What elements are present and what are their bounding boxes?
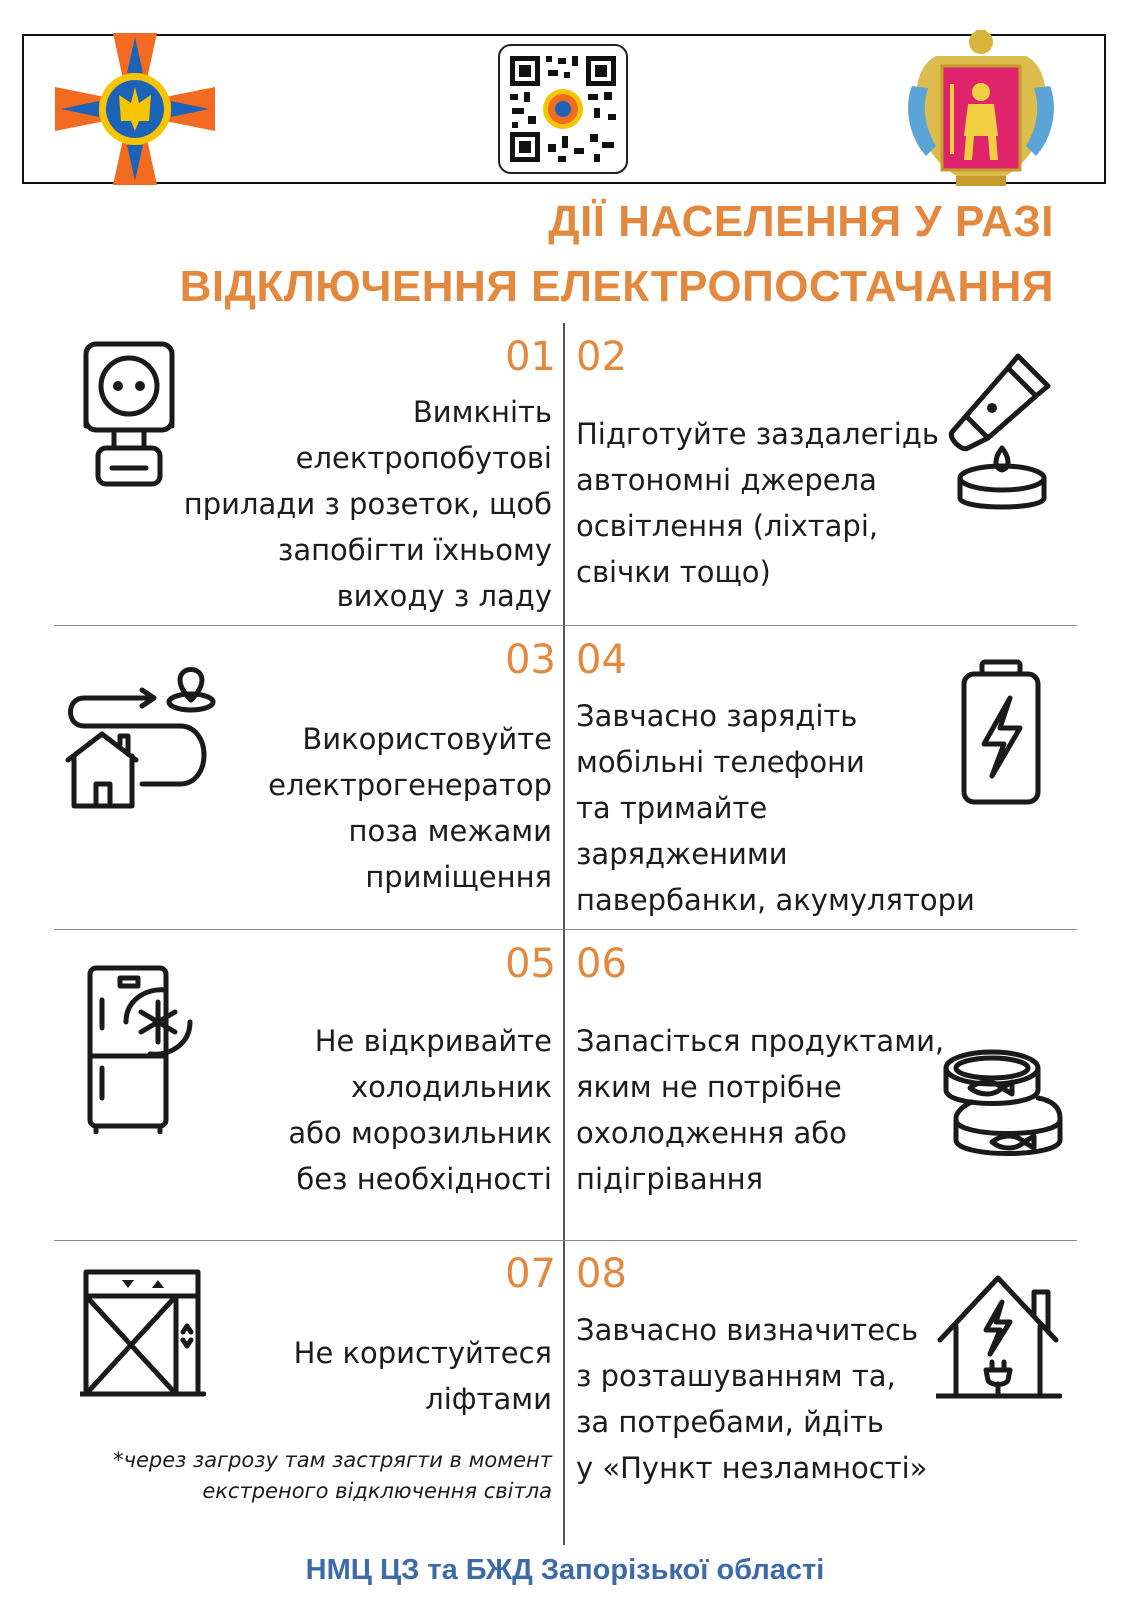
page-title-line-1: ДІЇ НАСЕЛЕННЯ У РАЗІ — [548, 197, 1054, 246]
qr-code-icon[interactable] — [498, 44, 628, 174]
canned-fish-icon — [940, 1046, 1070, 1166]
item-line: свічки тощо) — [576, 555, 771, 589]
item-text — [294, 1330, 552, 1422]
item-line: холодильник — [350, 1070, 552, 1104]
item-number: 04 — [576, 637, 627, 683]
row-divider — [54, 929, 1077, 930]
item-line: павербанки, акумулятори — [576, 883, 975, 917]
item-line: зарядженими — [576, 837, 788, 871]
item-text — [288, 1018, 552, 1202]
item-line: яким не потрібне — [576, 1070, 842, 1104]
item-number: 05 — [505, 941, 556, 987]
item-line: охолодження або — [576, 1116, 847, 1150]
item-number: 06 — [576, 941, 627, 987]
item-line: Завчасно зарядіть — [576, 699, 858, 733]
fridge-snowflake-icon — [86, 964, 208, 1134]
battery-charge-icon — [958, 658, 1044, 808]
item-line: або морозильник — [288, 1116, 552, 1150]
item-number: 02 — [576, 334, 627, 380]
item-line: освітлення (ліхтарі, — [576, 509, 879, 543]
item-text — [576, 1307, 927, 1491]
elevator-crossed-icon — [80, 1268, 206, 1398]
item-number: 07 — [505, 1251, 556, 1297]
item-text — [184, 389, 552, 619]
house-power-icon — [936, 1270, 1062, 1404]
footer-organization: НМЦ ЦЗ та БЖД Запорізької області — [305, 1554, 825, 1586]
row-divider — [54, 625, 1077, 626]
column-divider — [563, 323, 565, 1545]
socket-plug-icon — [80, 340, 180, 490]
item-line: з розташуванням та, — [576, 1359, 896, 1393]
item-line: Не користуйтеся — [293, 1336, 552, 1370]
item-number: 01 — [505, 334, 556, 380]
item-line: та тримайте — [576, 791, 768, 825]
flashlight-candle-icon — [948, 348, 1058, 518]
page-title-line-2: ВІДКЛЮЧЕННЯ ЕЛЕКТРОПОСТАЧАННЯ — [179, 262, 1054, 311]
item-line: поза межами — [348, 814, 552, 848]
item-line: автономні джерела — [576, 463, 877, 497]
item-line: ліфтами — [425, 1382, 552, 1416]
item-line: електрогенератор — [268, 768, 552, 802]
item-text — [576, 693, 975, 923]
item-line: Не відкривайте — [314, 1024, 552, 1058]
item-line: мобільні телефони — [576, 745, 865, 779]
item-line: Запасіться продуктами, — [576, 1024, 945, 1058]
footnote-line: *через загрозу там застрягти в момент — [113, 1448, 552, 1472]
item-line: приміщення — [365, 860, 552, 894]
item-line: Використовуйте — [302, 722, 552, 756]
dsns-emblem-icon — [52, 27, 218, 191]
item-line: прилади з розеток, щоб — [183, 487, 552, 521]
item-line: виходу з ладу — [336, 579, 552, 613]
item-line: запобігти їхньому — [277, 533, 552, 567]
item-number: 03 — [505, 637, 556, 683]
item-line: за потребами, йдіть — [576, 1405, 885, 1439]
item-line: Вимкніть — [412, 395, 552, 429]
item-text — [268, 716, 552, 900]
item-line: Завчасно визначитесь — [576, 1313, 919, 1347]
house-route-icon — [62, 660, 222, 810]
item-line: електропобутові — [295, 441, 552, 475]
footnote-line: екстреного відключення світла — [202, 1479, 552, 1503]
item-line: підігрівання — [576, 1162, 764, 1196]
item-line: без необхідності — [296, 1162, 552, 1196]
item-footnote — [113, 1445, 552, 1507]
row-divider — [54, 1240, 1077, 1241]
item-number: 08 — [576, 1251, 627, 1297]
zaporizhzhia-coat-of-arms-icon — [906, 26, 1056, 194]
item-text — [576, 411, 939, 595]
item-line: Підготуйте заздалегідь — [576, 417, 939, 451]
item-line: у «Пункт незламності» — [576, 1451, 928, 1485]
item-text — [576, 1018, 944, 1202]
